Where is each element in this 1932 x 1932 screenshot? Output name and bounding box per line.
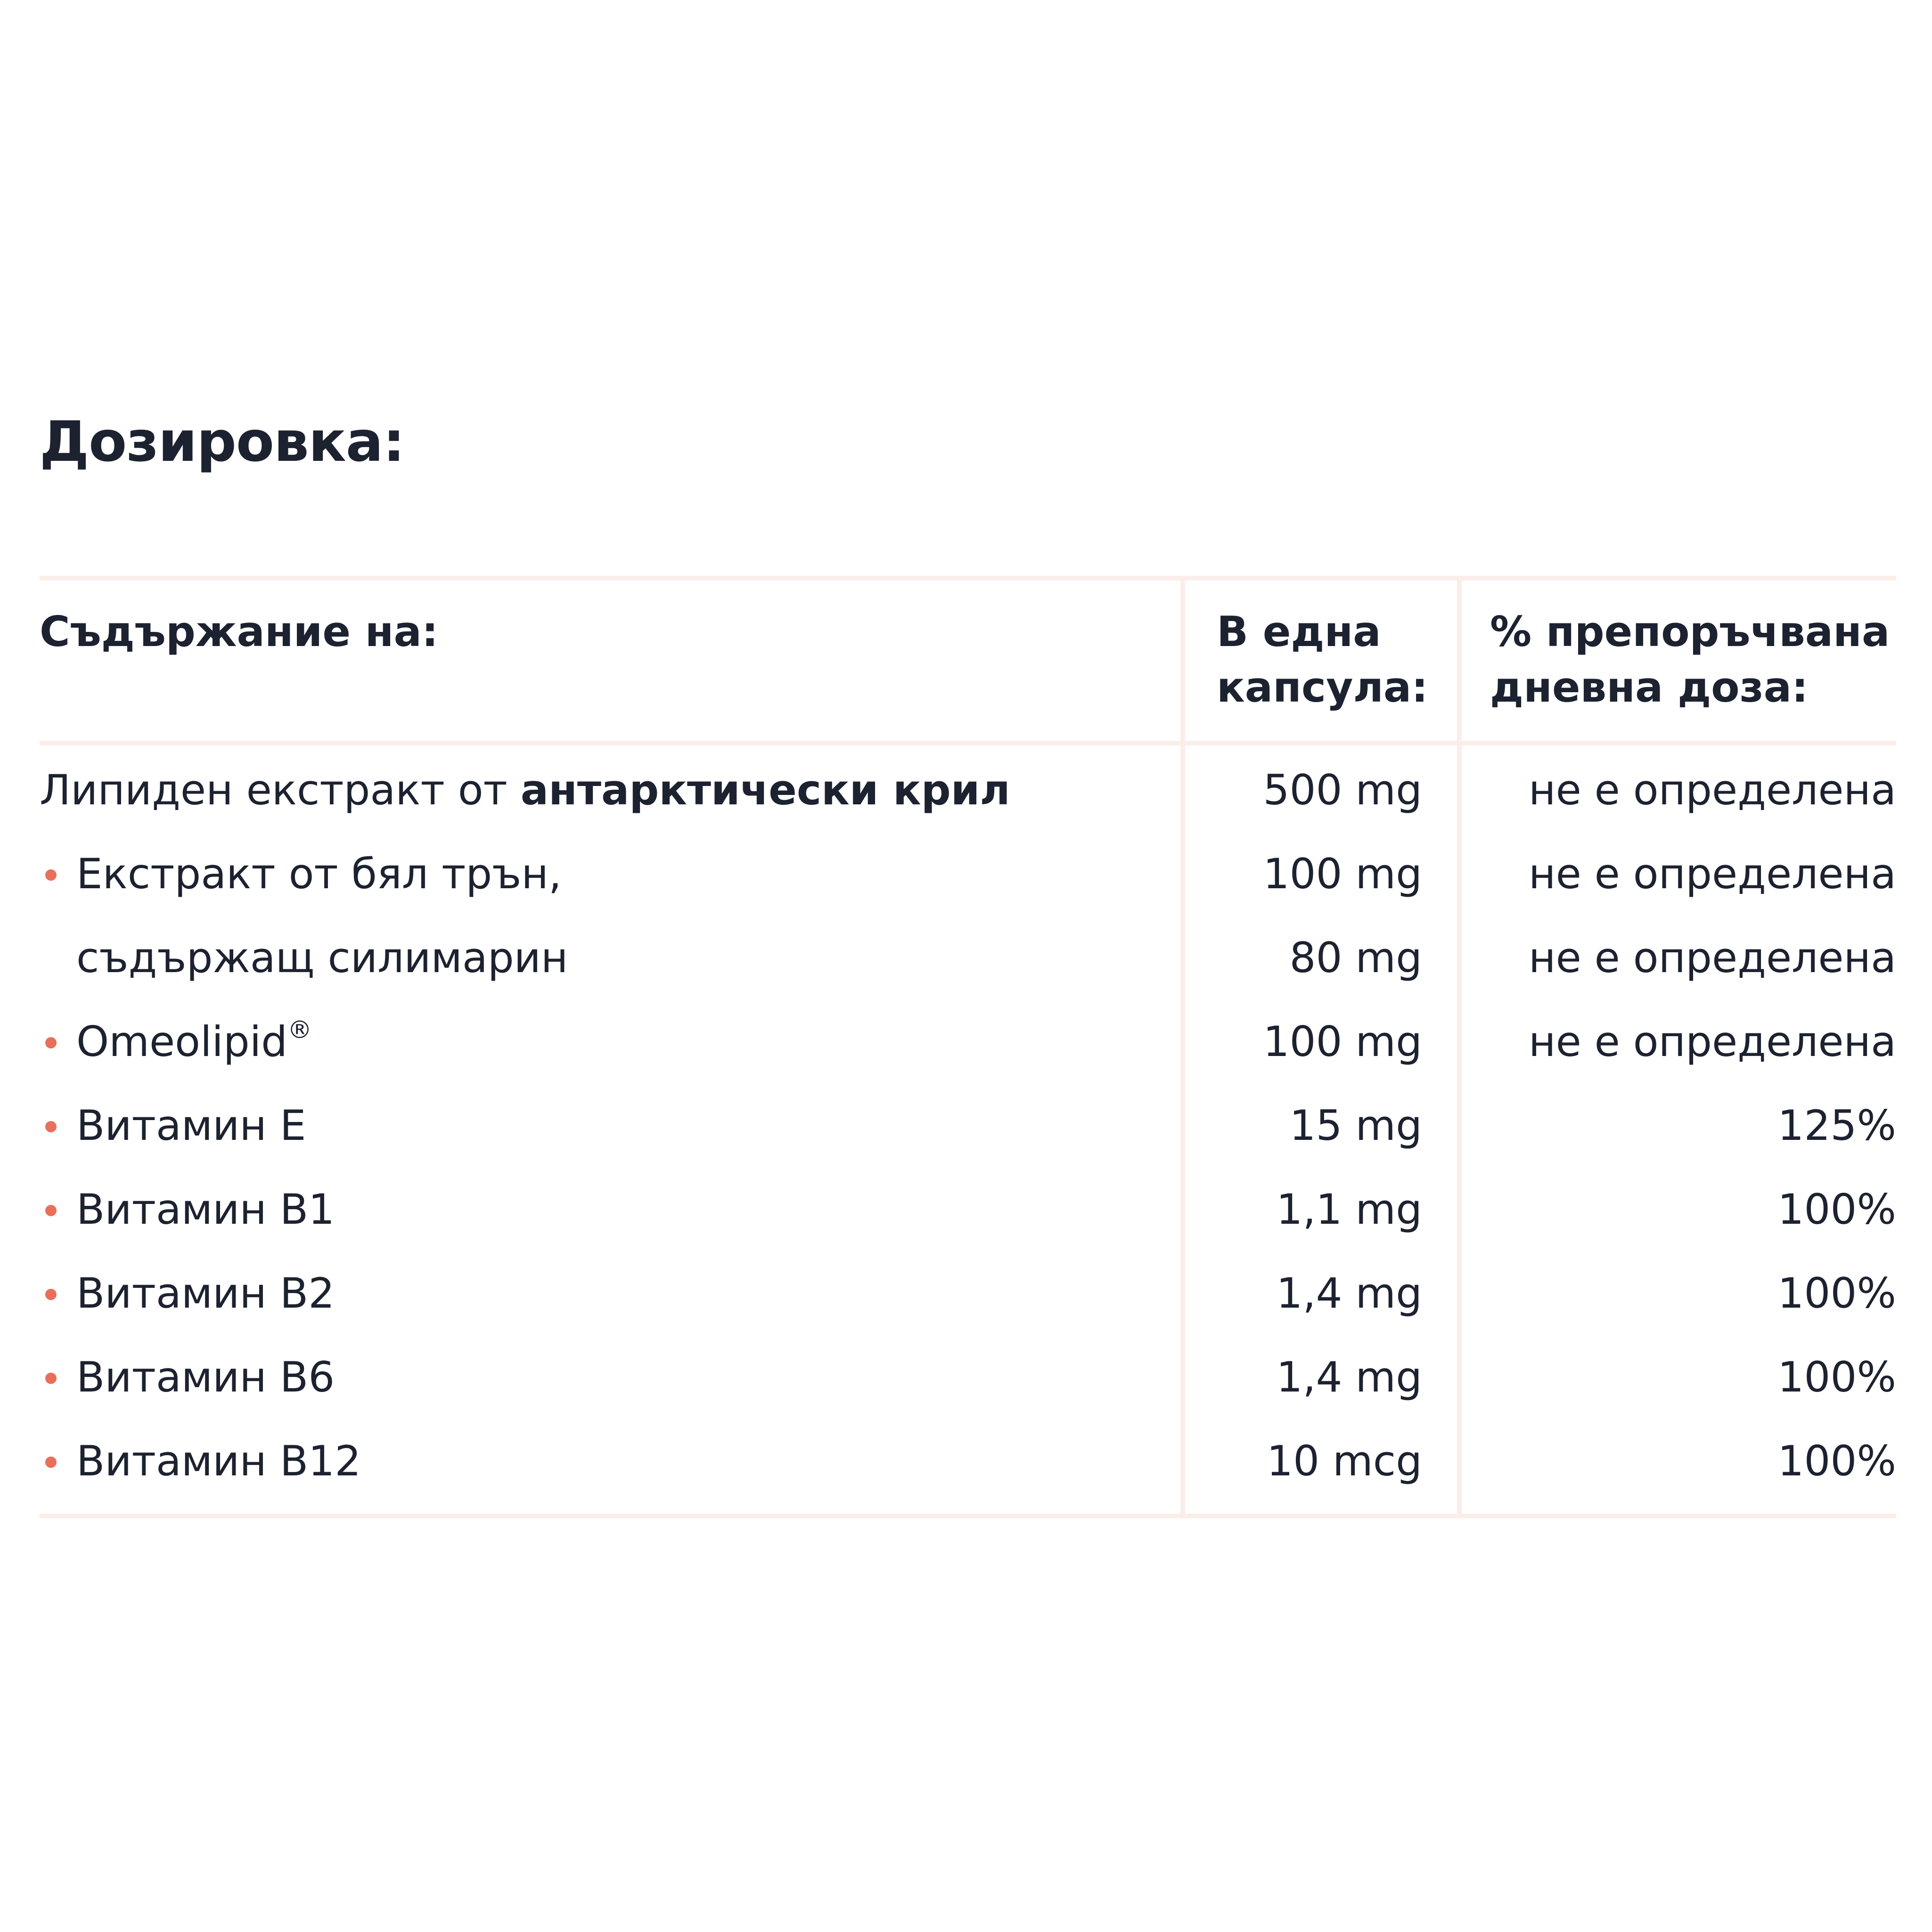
daily-dose-percent: 100%	[1777, 1269, 1896, 1318]
ingredient-name	[40, 748, 1010, 832]
amount-per-capsule: 100 mg	[1263, 1017, 1422, 1066]
table-row	[40, 748, 1896, 832]
table-row	[40, 832, 1896, 916]
table-row	[40, 1000, 1896, 1084]
table-row	[40, 1419, 1896, 1503]
ingredient-name: Витамин Е	[76, 1101, 306, 1150]
table-row	[40, 1335, 1896, 1419]
daily-dose-percent: не е определена	[1529, 1017, 1896, 1066]
table-top-rule	[40, 576, 1896, 581]
amount-per-capsule: 1,4 mg	[1276, 1269, 1422, 1318]
daily-dose-percent: 100%	[1777, 1353, 1896, 1401]
ingredient-name: Витамин В6	[76, 1353, 335, 1401]
header-amount-line1: В една	[1217, 607, 1381, 656]
table-row	[40, 1168, 1896, 1252]
bullet-icon	[45, 1289, 57, 1300]
header-daily-dose	[1490, 604, 1890, 715]
bullet-icon	[45, 1205, 57, 1216]
header-ingredient	[40, 604, 438, 660]
header-amount	[1217, 604, 1428, 715]
amount-per-capsule: 1,4 mg	[1276, 1353, 1422, 1401]
bullet-icon	[45, 1121, 57, 1132]
daily-dose-percent: 100%	[1777, 1185, 1896, 1234]
ingredient-name: Витамин В12	[76, 1437, 361, 1485]
header-ingredient-label: Съдържание на:	[40, 607, 439, 656]
page-title: Дозировка:	[40, 409, 405, 474]
daily-dose-percent: не е определена	[1529, 850, 1896, 898]
daily-dose-percent: 125%	[1777, 1101, 1896, 1150]
daily-dose-percent: 100%	[1777, 1437, 1896, 1485]
table-row	[40, 1084, 1896, 1168]
table-bottom-rule	[40, 1514, 1896, 1518]
table-row	[40, 916, 1896, 1000]
amount-per-capsule: 15 mg	[1289, 1101, 1422, 1150]
ingredient-name-text: Липиден екстракт от	[40, 766, 521, 814]
registered-mark: ®	[287, 1016, 312, 1044]
table-header-rule	[40, 741, 1896, 745]
ingredient-name: Витамин В2	[76, 1269, 335, 1318]
daily-dose-percent: не е определена	[1529, 766, 1896, 814]
ingredient-name-text: Omeolipid	[76, 1017, 288, 1066]
header-amount-line2: капсула:	[1217, 663, 1428, 712]
ingredient-name: съдържащ силимарин	[76, 933, 568, 982]
ingredient-name-bold: антарктически крил	[520, 766, 1010, 814]
ingredient-name	[76, 1000, 312, 1084]
table-row	[40, 1252, 1896, 1335]
ingredient-name: Витамин В1	[76, 1185, 335, 1234]
bullet-icon	[45, 1457, 57, 1468]
dosage-table	[40, 576, 1896, 1518]
header-daily-line1: % препоръчвана	[1490, 607, 1890, 656]
bullet-icon	[45, 1373, 57, 1384]
header-daily-line2: дневна доза:	[1490, 663, 1809, 712]
amount-per-capsule: 10 mcg	[1267, 1437, 1422, 1485]
amount-per-capsule: 500 mg	[1263, 766, 1422, 814]
bullet-icon	[45, 1037, 57, 1048]
bullet-icon	[45, 869, 57, 881]
amount-per-capsule: 80 mg	[1289, 933, 1422, 982]
amount-per-capsule: 100 mg	[1263, 850, 1422, 898]
amount-per-capsule: 1,1 mg	[1276, 1185, 1422, 1234]
ingredient-name: Екстракт от бял трън,	[76, 850, 562, 898]
daily-dose-percent: не е определена	[1529, 933, 1896, 982]
